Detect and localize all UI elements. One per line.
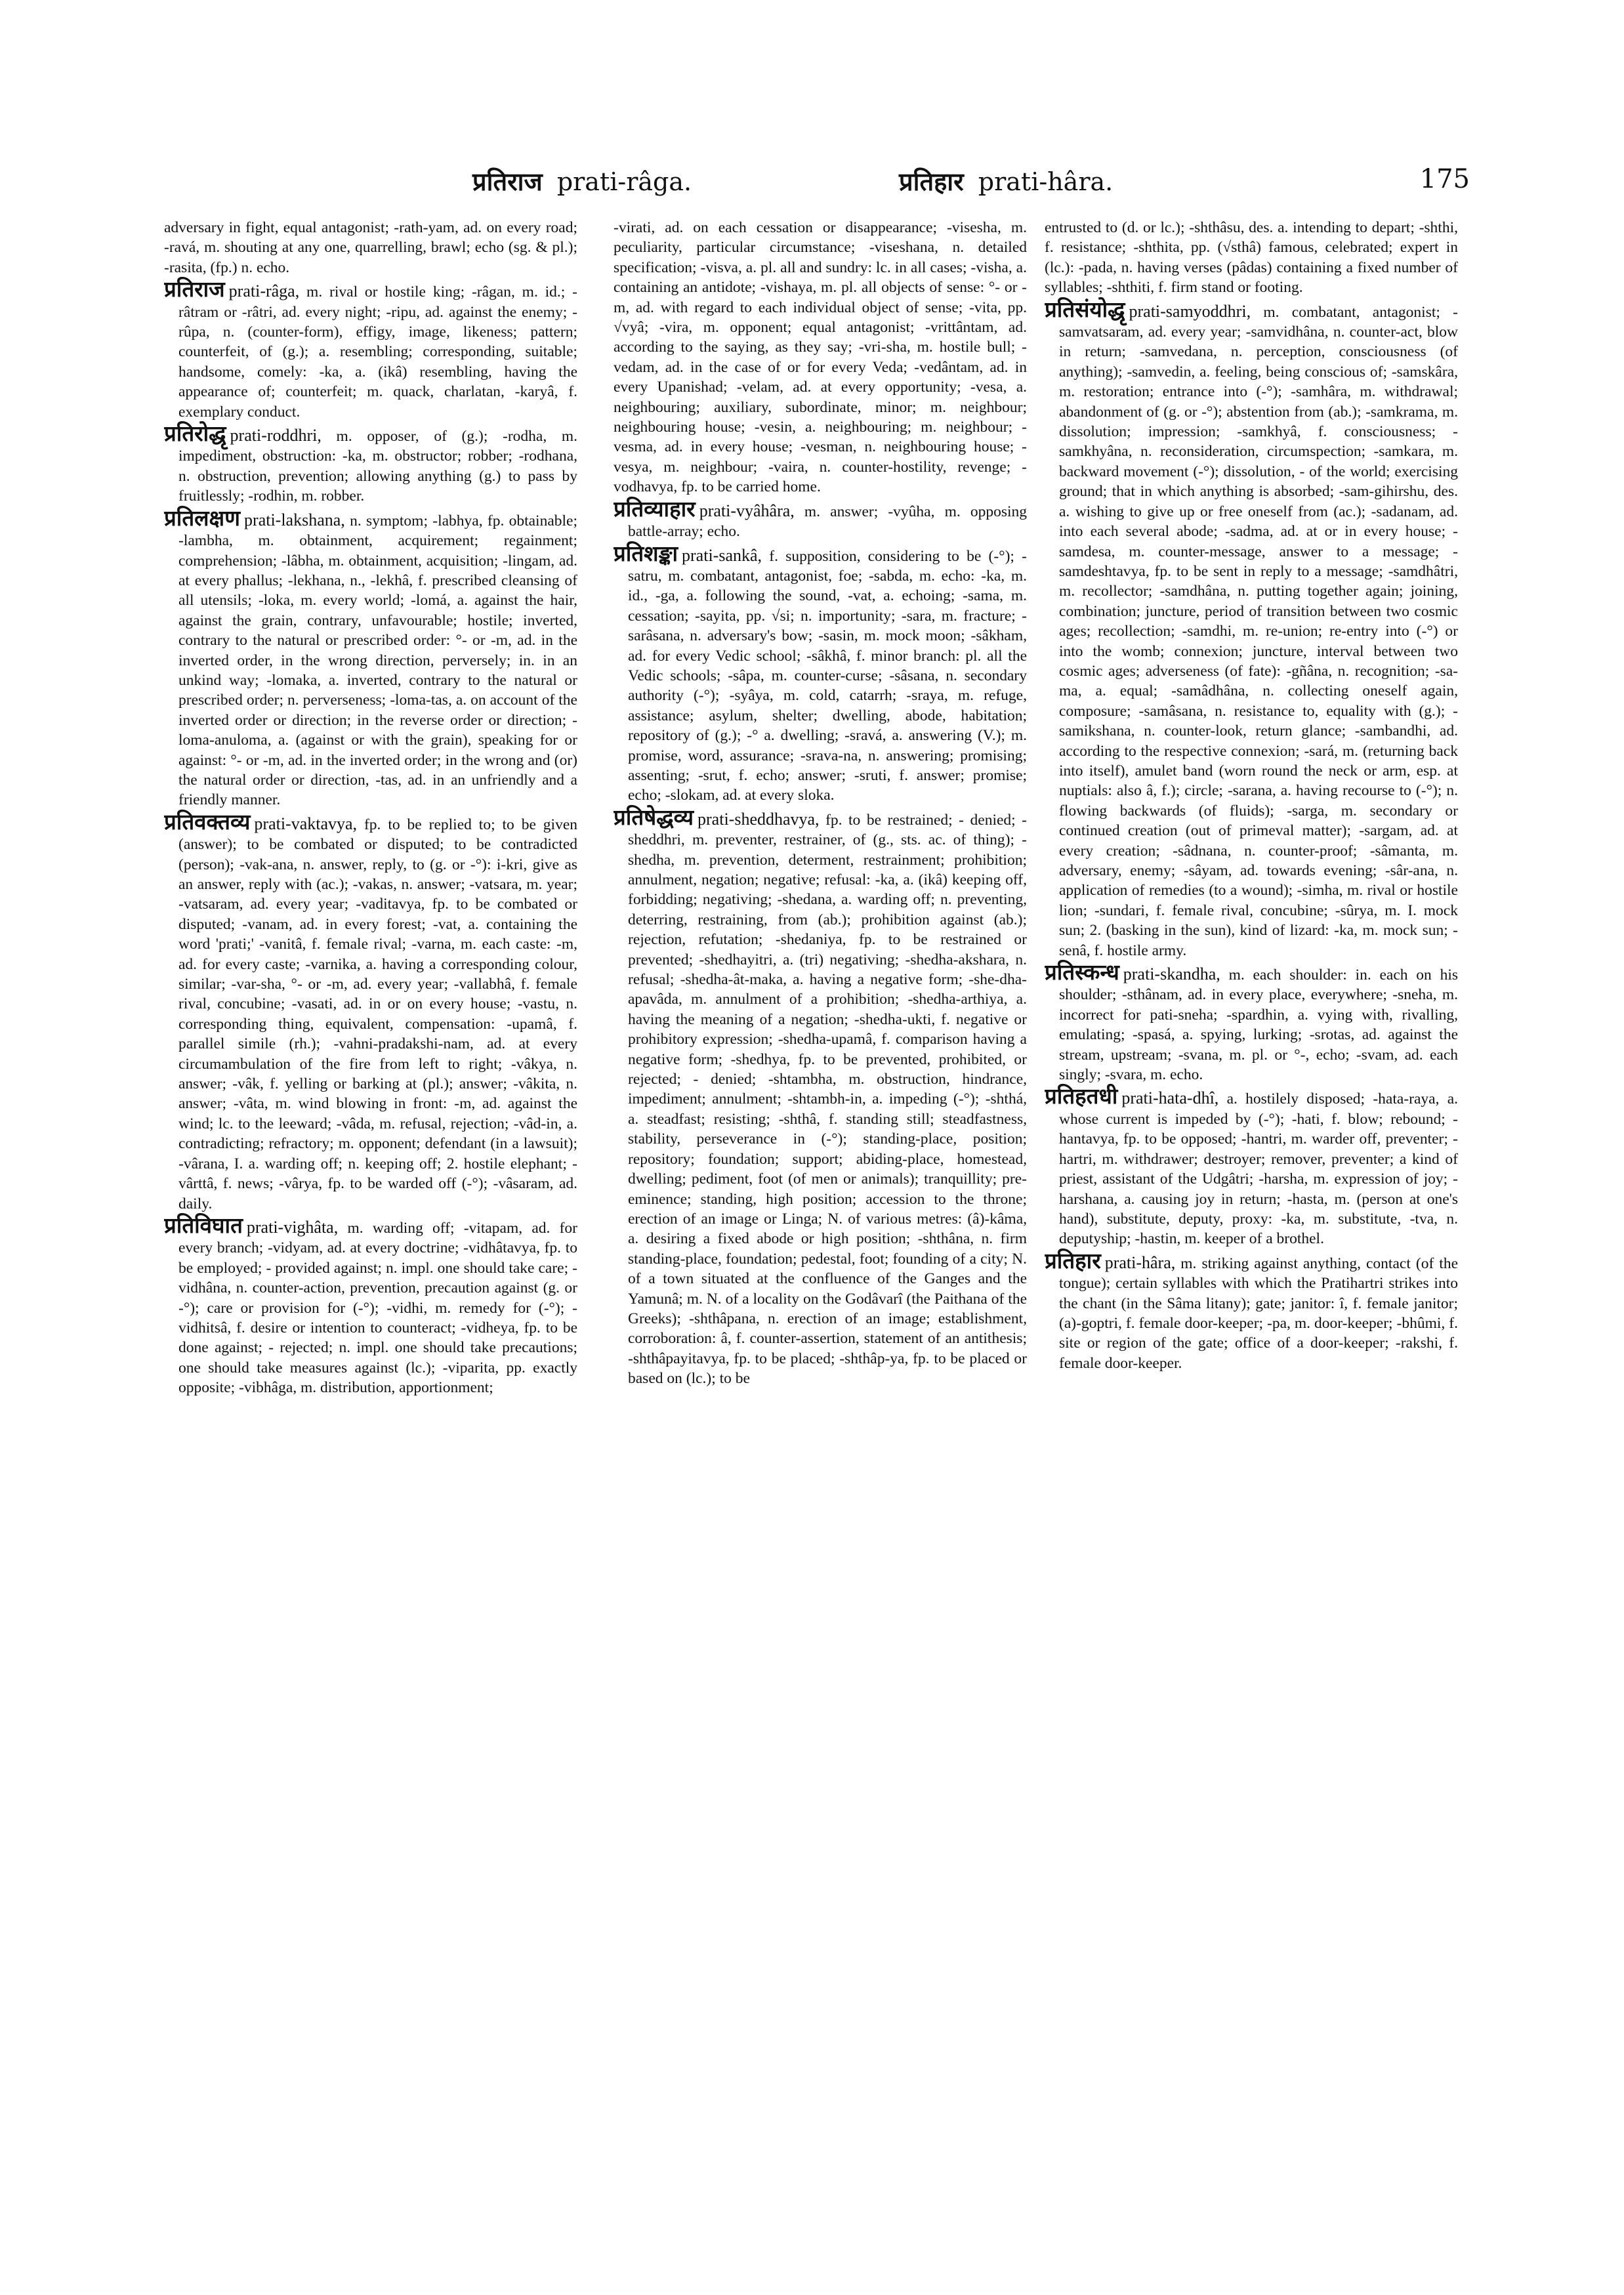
dictionary-entry — [164, 424, 577, 507]
dictionary-entry — [1045, 963, 1458, 1085]
entry-headword-roman: prati-sankâ, — [682, 545, 762, 565]
column-3 — [1045, 218, 1458, 2199]
entry-headword-roman: prati-vaktavya, — [254, 814, 358, 833]
entry-headword-devanagari: प्रतिस्कन्ध — [1045, 961, 1119, 985]
entry-definition: m. each shoulder: in. each on his shoulder; -sthânam, ad. in every place, everywhere; -sneha, m. incorrect for pati-sneha; -spardhin, a. vying with, rivalling, emulating; -spasá, a. spying, lurking; -srotas, ad. against the stream, upstream; -svana, m. pl. or °-, echo; -svam, ad. each singly; -svara, m. echo. — [1059, 966, 1458, 1084]
entry-headword-roman: prati-hâra, — [1104, 1252, 1176, 1272]
entry-definition: adversary in fight, equal antagonist; -rath-yam, ad. on every road; -ravá, m. shouting at any one, quarrelling, brawl; echo (sg. & pl.); -rasita, (fp.) n. echo. — [164, 219, 577, 276]
entry-headword-devanagari: प्रतिलक्षण — [164, 507, 241, 531]
running-header — [164, 164, 1470, 203]
entry-headword-devanagari: प्रतिवक्तव्य — [164, 810, 251, 835]
dictionary-entry — [164, 1216, 577, 1398]
dictionary-entry — [1045, 1249, 1458, 1373]
entry-headword-devanagari: प्रतिविघात — [164, 1214, 243, 1238]
entry-definition: n. symptom; -labhya, fp. obtainable; -lambha, m. obtainment, acquirement; regainment; comprehension; -lâbha, m. obtainment, acquisition; -lingam, ad. at every phallus; -lekhana, n., -lekhâ, f. prescribed cleansing of all utensils; -loka, m. every world; -lomá, a. against the hair, against the grain, contrary, unfavourable; hostile; inverted, contrary to the natural or prescribed order: °- or -m, ad. in the inverted order, in the wrong direction, perversely; in. in an unkind way; -lomaka, a. inverted, contrary to the natural or prescribed order; n. perverseness; -loma-tas, a. on account of the inverted order or direction; in the reverse order or direction; -loma-anuloma, a. (against or with the grain), speaking for or against: °- or -m, ad. in the inverted order; in the wrong and (or) the natural order or direction, -tas, ad. in an unfriendly and a friendly manner. — [178, 512, 577, 809]
entry-definition: m. opposer, of (g.); -rodha, m. impediment, obstruction: -ka, m. obstructor; robber; -rodhana, n. obstruction, prevention; allowing anything (g.) to pass by fruitlessly; -rodhin, m. robber. — [178, 428, 577, 505]
entry-definition: m. warding off; -vitapam, ad. for every branch; -vidyam, ad. at every doctrine; -vidhâtavya, fp. to be employed; - provided against; n. impl. one should take care; -vidhâna, n. counter-action, prevention, precaution against (g. or -°); care or provision for (-°); -vidhi, m. remedy for (-°); -vidhitsâ, f. desire or intention to counteract; -vidheya, fp. to be done against; - rejected; n. impl. one should take precautions; one should take measures against (lc.); -viparita, pp. exactly opposite; -vibhâga, m. distribution, apportionment; — [178, 1219, 577, 1397]
right-headword-roman: prati-hâra. — [978, 167, 1114, 196]
column-1 — [164, 218, 577, 2199]
entry-definition: a. hostilely disposed; -hata-raya, a. whose current is impeded by (-°); -hati, f. blow; rebound; -hantavya, fp. to be opposed; -hantri, m. warder off, preventer; -hartri, m. withdrawer; destroyer; remover, preventer; a kind of priest, assistant of the Udgâtri; -harsha, m. expression of joy; -harshana, a. causing joy in return; -hasta, m. (person at one's hand), substitute, deputy, proxy: -ka, m. substitute, -tva, n. deputyship; -hastin, m. keeper of a brothel. — [1059, 1090, 1458, 1248]
dictionary-entry — [614, 497, 1027, 542]
entry-headword-roman: prati-sheddhavya, — [697, 809, 820, 829]
entry-headword-devanagari: प्रतिशङ्का — [614, 542, 678, 566]
page-number: 175 — [1419, 164, 1470, 194]
dictionary-entry — [164, 810, 577, 1214]
left-headword-devanagari: प्रतिराज — [472, 167, 543, 196]
entry-headword-devanagari: प्रतिहार — [1045, 1249, 1101, 1273]
entry-continuation — [1045, 218, 1458, 298]
entry-definition: m. rival or hostile king; -râgan, m. id.; -râtram or -râtri, ad. every night; -ripu, ad. against the enemy; -rûpa, n. (counter-form), effigy, image, likeness; pattern; counterfeit, of (g.); a. resembling; corresponding, suitable; handsome, comely: -ka, a. (ikâ) resembling, having the appearance of; counterfeit; m. quack, charlatan, -karyâ, f. exemplary conduct. — [178, 283, 577, 421]
right-headword — [899, 164, 1113, 198]
entry-definition: m. combatant, antagonist; -samvatsaram, ad. every year; -samvidhâna, n. counter-act, blow in return; -samvedana, n. perception, consciousness (of anything); -samvedin, a. feeling, being conscious of; -samskâra, m. restoration; entrance into (-°); -samhâra, m. withdrawal; abandonment of (g. or -°); abstention from (ab.); -samkrama, m. dissolution; impression; -samkhyâ, f. consciousness; -samkhyâna, n. reconsideration, circumspection; -samkara, m. backward movement (-°); dissolution, - of the world; exercising ground; that in which anything is absorbed; -sam-gihirshu, des. a. wishing to give up or free oneself from (ac.); -sadanam, ad. into each several abode; -sadma, ad. at or in every house; -samdesa, m. counter-message, answer to a message; -samdeshtavya, fp. to be sent in reply to a message; -samdhâtri, m. recollector; -samdhâna, n. putting together again; joining, combination; juncture, period of transition between two cosmic ages; recollection; -samdhi, m. re-union; re-entry into (-°) or into the womb; connexion; juncture, interval between two cosmic ages; adverseness (of fate): -gñâna, n. recognition; -sa-ma, a. equal; -samâdhâna, n. collecting oneself again, composure; -samâsana, n. resistance to, equality with (g.); -samikshana, n. counter-look, return glance; -sambandhi, ad. according to the respective connexion; -sará, m. (returning back into itself), amulet band (worn round the neck or arm, esp. at nuptials: also â, f.); circle; -sarana, a. having recourse to (-°); n. flowing backwards (of fluids); -sarga, m. secondary or continued creation (out of primeval matter); -sargam, ad. at every creation; -sâdnana, n. counter-proof; -sâmanta, m. adversary, enemy; -sâyam, ad. towards evening; -sâr-ana, n. application of remedies (to a wound); -simha, m. rival or hostile lion; -sundari, f. female rival, concubine; -sûrya, m. I. mock sun; 2. (basking in the sun), kind of lizard: -ka, m. mock sun; -senâ, f. hostile army. — [1059, 303, 1458, 959]
entry-headword-devanagari: प्रतिव्याहार — [614, 497, 696, 522]
dictionary-entry — [164, 509, 577, 810]
entry-headword-roman: prati-roddhri, — [230, 426, 322, 445]
entry-headword-devanagari: प्रतिषेद्धव्य — [614, 806, 694, 830]
dictionary-entry — [1045, 300, 1458, 961]
entry-definition: f. supposition, considering to be (-°); -satru, m. combatant, antagonist, foe; -sabda, m. echo: -ka, m. id., -ga, a. following the sound, -vat, a. echoing; -sama, m. cessation; -sayita, pp. √si; n. importunity; -sara, m. fracture; -sarâsana, n. adversary's bow; -sasin, m. mock moon; -sâkham, ad. for every Vedic school; -sâkhâ, f. minor branch: pl. all the Vedic schools; -sâpa, m. counter-curse; -sâsana, n. secondary authority (-°); -syâya, m. cold, catarrh; -sraya, m. refuge, assistance; asylum, shelter; dwelling, abode, habitation; repository of (g.); -° a. dwelling; -sravá, a. answering (V.); m. promise, word, assurance; -srava-na, n. answering; promising; assenting; -srut, f. echo; answer; -sruti, f. answer; promise; echo; -slokam, ad. at every sloka. — [628, 547, 1027, 804]
entry-headword-devanagari: प्रतिहतधी — [1045, 1085, 1118, 1109]
entry-definition: m. answer; -vyûha, m. opposing battle-array; echo. — [628, 503, 1027, 541]
entry-headword-roman: prati-hata-dhî, — [1121, 1088, 1219, 1108]
entry-headword-roman: prati-vyâhâra, — [699, 501, 795, 520]
entry-headword-devanagari: प्रतिरोद्धृ — [164, 423, 226, 447]
entry-headword-roman: prati-vighâta, — [246, 1217, 339, 1237]
entry-headword-roman: prati-skandha, — [1123, 964, 1220, 984]
entry-headword-devanagari: प्रतिराज — [164, 278, 225, 302]
right-headword-devanagari: प्रतिहार — [899, 167, 964, 196]
dictionary-entry — [614, 542, 1027, 806]
entry-continuation — [614, 218, 1027, 497]
entry-definition: fp. to be replied to; to be given (answer); to be combated or disputed; to be contradicted (person); -vak-ana, n. answer, reply, to (g. or -°): i-kri, give as an answer, reply with (ac.); -vakas, n. answer; -vatsara, m. year; -vatsaram, ad. every year; -vaditavya, fp. to be combated or disputed; -vanam, ad. in every forest; -vat, a. containing the word 'prati;' -vanitâ, f. female rival; -varna, m. each caste: -m, ad. for every caste; -varnika, a. having a corresponding colour, similar; -var-sha, °- or -m, ad. every year; -vallabhâ, f. female rival, concubine; -vasati, ad. in or on every house; -vastu, n. corresponding thing, equivalent, compensation: -upamâ, f. parallel simile (rh.); -vahni-pradakshi-nam, ad. at every circumambulation of the fire from left to right; -vâkya, n. answer; -vâk, f. yelling or barking at (pl.); answer; -vâkita, n. answer; -vâta, m. wind blowing in front: -m, ad. against the wind; lc. to the leeward; -vâda, m. refusal, rejection; -vâd-in, a. contradicting; refractory; m. opponent; defendant (in a lawsuit); -vârana, I. a. warding off; n. keeping off; 2. hostile elephant; -vârttâ, f. news; -vârya, fp. to be warded off (-°); -vâsaram, ad. daily. — [178, 816, 577, 1212]
dictionary-entry — [614, 808, 1027, 1389]
dictionary-entry — [1045, 1087, 1458, 1249]
left-headword — [472, 164, 692, 198]
entry-continuation — [164, 218, 577, 278]
dictionary-entry — [164, 280, 577, 422]
column-2 — [614, 218, 1027, 2199]
left-headword-roman: prati-râga. — [556, 167, 692, 196]
entry-headword-roman: prati-lakshana, — [244, 510, 345, 529]
entry-definition: m. striking against anything, contact (of the tongue); certain syllables with which the Pratihartri strikes into the chant (in the Sâma litany); gate; janitor: î, f. female janitor; (a)-goptri, f. female door-keeper; -pa, m. door-keeper; -bhûmi, f. site or region of the gate; office of a door-keeper; -rakshi, f. female door-keeper. — [1059, 1254, 1458, 1372]
entry-definition: -virati, ad. on each cessation or disappearance; -visesha, m. peculiarity, particular circumstance; -viseshana, n. detailed specification; -visva, a. pl. all and sundry: lc. in all cases; -visha, a. containing an antidote; -vishaya, m. pl. all objects of sense: °- or -m, ad. with regard to each individual object of sense; -vita, pp. √vyâ; -vira, m. opponent; equal antagonist; -vrittântam, ad. according to the saying, as they say; -vri-sha, m. hostile bull; -vedam, ad. in the case of or for every Veda; -vedântam, ad. in every Upanishad; -velam, ad. at every opportunity; -vesa, a. neighbouring; auxiliary, subordinate, minor; m. neighbour; neighbouring house; -vesin, a. neighbouring; m. neighbour; -vesma, ad. in every house; -vesman, n. neighbouring house; -vesya, m. neighbour; -vaira, n. counter-hostility, revenge; -vodhavya, fp. to be carried home. — [614, 219, 1027, 496]
entry-headword-roman: prati-samyoddhri, — [1129, 301, 1251, 321]
entry-definition: entrusted to (d. or lc.); -shthâsu, des. a. intending to depart; -shthi, f. resistance; -shthita, pp. (√sthâ) famous, celebrated; expert in (lc.): -pada, n. having verses (pâdas) containing a fixed number of syllables; -shthiti, f. firm stand or footing. — [1045, 219, 1458, 297]
entry-definition: fp. to be restrained; - denied; -sheddhri, m. preventer, restrainer, of (g., sts. ac. of thing); -shedha, m. prevention, determent, restrainment; prohibition; annulment, negation; negative; refusal: -ka, a. (ikâ) keeping off, forbidding; negativing; -shedana, a. warding off; n. preventing, deterring, restraining, from (ab.); prohibition against (ab.); rejection, refutation; -shedaniya, fp. to be restrained or prevented; -shedhayitri, a. (tri) negativing; -shedha-akshara, n. refusal; -shedha-ât-maka, a. having a negative form; -she-dha-apavâda, m. annulment of a prohibition; -shedha-arthiya, a. having the meaning of a negation; -shedha-ukti, f. negative or prohibitory expression; -shedha-upamâ, f. comparison having a negative form; -shedhya, fp. to be prevented, prohibited, or rejected; - denied; -shtambha, m. obstruction, hindrance, impediment; annulment; -shtambh-in, a. impeding (-°); -shthá, a. steadfast; resisting; -shthâ, f. standing still; steadfastness, stability, perseverance in (-°); standing-place, position; repository; foundation; support; abiding-place, homestead, dwelling; pediment, foot (of men or animals); tranquillity; pre-eminence; standing, high position; accession to the throne; erection of an image or Linga; N. of various metres: (â)-kâma, a. desiring a fixed abode or high position; -shthâna, n. firm standing-place, foundation; pedestal, foot; founding of a city; N. of a town situated at the confluence of the Ganges and the Yamunâ; m. N. of a locality on the Godâvarî (the Paithana of the Greeks); -shthâpana, n. erection of an image; establishment, corroboration: â, f. counter-assertion, statement of an antithesis; -shthâpayitavya, fp. to be placed; -shthâp-ya, fp. to be placed or based on (lc.); to be — [628, 811, 1027, 1388]
entry-headword-roman: prati-râga, — [228, 281, 300, 301]
entry-headword-devanagari: प्रतिसंयोद्धृ — [1045, 298, 1125, 322]
